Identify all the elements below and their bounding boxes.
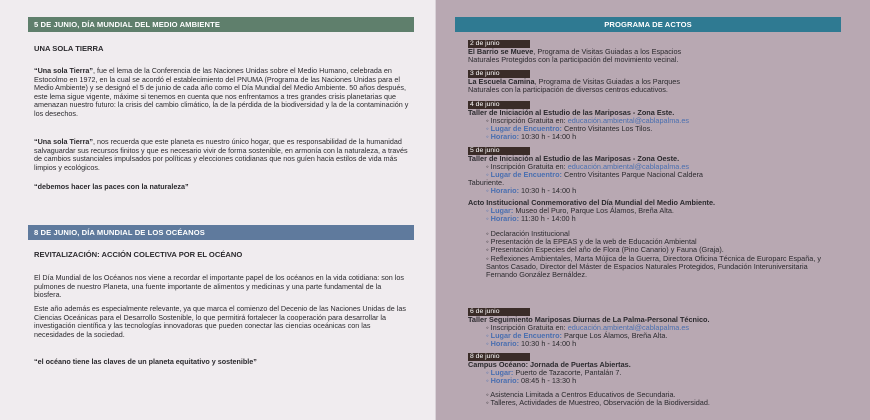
schedule-label: ◦ Horario: (486, 376, 519, 386)
paragraph-oceanos-1: El Día Mundial de los Océanos nos viene a recordar el importante papel de los océanos en la vida cotidiana: son los pulmones de nuestro Planeta, una fuente importante de alimentos y medicinas y una parte fundamental de la biosfera. (34, 273, 404, 300)
event-title: Taller de Iniciación al Estudio de las Mariposas - Zona Este. (468, 108, 675, 117)
note-item: ◦ Asistencia Limitada a Centros Educativos de Secundaria. (486, 390, 676, 400)
event-8-junio (468, 352, 840, 407)
meeting-label: ◦ Lugar de Encuentro: (486, 170, 562, 180)
date-tag: 3 de junio (468, 70, 530, 78)
email-link[interactable]: educación.ambiental@cablapalma.es (567, 323, 690, 333)
paragraph-oceanos-2: Este año además es especialmente relevante, ya que marca el comienzo del Decenio de las Naciones Unidas de las Ciencias Oceánicas para el Desarrollo Sostenible, lo que permitirá fortalecer la cooperación para desarrollar la investigación científica y las tecnologías innovadoras que pueden conectar las ciencias oceánicas con las necesidades de la sociedad. (34, 304, 406, 339)
agenda-item: ◦ Declaración Institucional (486, 229, 570, 239)
email-link[interactable]: educación.ambiental@cablapalma.es (567, 162, 690, 172)
quote-bold: “Una sola Tierra” (34, 66, 93, 75)
event-title: Campus Océano: Jornada de Puertas Abiertas. (468, 360, 631, 369)
meeting-label: ◦ Lugar de Encuentro: (486, 124, 562, 134)
event-4-junio (468, 100, 840, 141)
event-title: Taller Seguimiento Mariposas Diurnas de La Palma-Personal Técnico. (468, 315, 710, 324)
meeting-label: ◦ Lugar de Encuentro: (486, 331, 562, 341)
agenda-item: ◦ Presentación de la EPEAS y de la web de Educación Ambiental (486, 237, 697, 247)
paragraph-text: , nos recuerda que este planeta es nuestro único hogar, que es responsabilidad de la humanidad salvaguardar sus recursos finitos y que es necesario vivir de forma sostenible, en armonía con la naturaleza, a través de cambios sustanciales impulsados por políticas y elecciones cotidianas que nos guíen hacia estilos de vida más limpios y ecológicos. (34, 137, 408, 172)
inscription-label: ◦ Inscripción Gratuita en: (486, 323, 568, 333)
meeting-place: Centro Visitantes Parque Nacional Caldera (561, 170, 703, 180)
event-text: , Programa de Visitas Guiadas a los Espacios (533, 47, 682, 56)
date-tag: 6 de junio (468, 308, 530, 316)
event-2-junio (468, 39, 840, 64)
inscription-label: ◦ Inscripción Gratuita en: (486, 116, 568, 126)
section-band-oceans-day: 8 DE JUNIO, DÍA MUNDIAL DE LOS OCÉANOS (28, 225, 414, 240)
event-text: , Programa de Visitas Guiadas a los Parques (534, 77, 680, 86)
schedule-value: 11:30 h - 14:00 h (519, 214, 576, 224)
date-tag: 4 de junio (468, 101, 530, 109)
place-label: ◦ Lugar: (486, 368, 514, 378)
event-title: La Escuela Camina (468, 77, 535, 86)
schedule-value: 10:30 h - 14:00 h (519, 186, 577, 196)
date-tag: 8 de junio (468, 353, 530, 361)
event-3-junio (468, 69, 840, 94)
event-5-junio (468, 146, 840, 195)
date-tag: 2 de junio (468, 40, 530, 48)
inscription-label: ◦ Inscripción Gratuita en: (486, 162, 568, 172)
quote-paces-naturaleza: “debemos hacer las paces con la naturaleza” (34, 182, 189, 191)
paragraph-text: , fue el lema de la Conferencia de las Naciones Unidas sobre el Medio Humano, celebrada en Estocolmo en 1972, en la cual se acordó el establecimiento del PNUMA (Programa de las Naciones Unidas para el Medio Ambiente) y se designó el 5 de junio de cada año como el Día Mundial del Medio Ambiente. 50 años después, este lema sigue vigente, máxime si tenemos en cuenta que nos enfrentamos a tres grandes crisis planetarias que amenazan nuestro futuro: la crisis del cambio climático, la de la pérdida de la biodiversidad y la de la contaminación y los desechos. (34, 66, 409, 118)
meeting-place: Centro Visitantes Los Tilos. (561, 124, 653, 134)
heading-una-sola-tierra: UNA SOLA TIERRA (34, 44, 104, 53)
meeting-place-cont: Taburiente. (468, 178, 505, 188)
schedule-label: ◦ Horario: (486, 214, 519, 224)
event-text: Naturales con la participación de diversos centros educativos. (468, 85, 668, 95)
paragraph-una-sola-tierra-2 (34, 138, 410, 172)
note-item: ◦ Talleres, Actividades de Muestreo, Observación de la Biodiversidad. (486, 398, 710, 408)
schedule-label: ◦ Horario: (486, 132, 519, 142)
event-title: Acto Institucional Conmemorativo del Día Mundial del Medio Ambiente. (468, 198, 716, 207)
schedule-value: 10:30 h - 14:00 h (519, 132, 577, 142)
schedule-label: ◦ Horario: (486, 339, 519, 349)
event-title: El Barrio se Mueve (468, 47, 534, 56)
place-value: Museo del Puro, Parque Los Álamos, Breña Alta. (513, 206, 674, 216)
section-band-programa: PROGRAMA DE ACTOS (455, 17, 841, 32)
event-title: Taller de Iniciación al Estudio de las Mariposas - Zona Oeste. (468, 154, 680, 163)
email-link[interactable]: educación.ambiental@cablapalma.es (567, 116, 690, 126)
schedule-label: ◦ Horario: (486, 186, 519, 196)
event-text: Naturales Protegidos con la participación del movimiento vecinal. (468, 55, 679, 65)
schedule-value: 10:30 h - 14:00 h (519, 339, 577, 349)
quote-oceano-claves: “el océano tiene las claves de un planeta equitativo y sostenible” (34, 357, 257, 366)
paragraph-una-sola-tierra-1 (34, 67, 410, 119)
place-value: Puerto de Tazacorte, Pantalán 7. (513, 368, 622, 378)
meeting-place: Parque Los Álamos, Breña Alta. (561, 331, 668, 341)
agenda-item: ◦ Reflexiones Ambientales, Marta Mújica de la Guerra, Directora Oficina Técnica de Europarc España, y Santos Casado, Director del Máster de Espacios Naturales Protegidos, Fundación Interuniversitaria Fernando González Bernáldez. (486, 253, 822, 279)
quote-bold: “Una sola Tierra” (34, 137, 93, 146)
section-band-environment-day: 5 DE JUNIO, DÍA MUNDIAL DEL MEDIO AMBIENTE (28, 17, 414, 32)
place-label: ◦ Lugar: (486, 206, 514, 216)
date-tag: 5 de junio (468, 147, 530, 155)
event-acto-institucional (468, 199, 840, 279)
heading-revitalizacion: REVITALIZACIÓN: ACCIÓN COLECTIVA POR EL OCÉANO (34, 250, 243, 259)
event-6-junio (468, 307, 840, 348)
schedule-value: 08:45 h - 13:30 h (519, 376, 577, 386)
agenda-item: ◦ Presentación Especies del año de Flora (Pino Canario) y Fauna (Graja). (486, 245, 724, 255)
